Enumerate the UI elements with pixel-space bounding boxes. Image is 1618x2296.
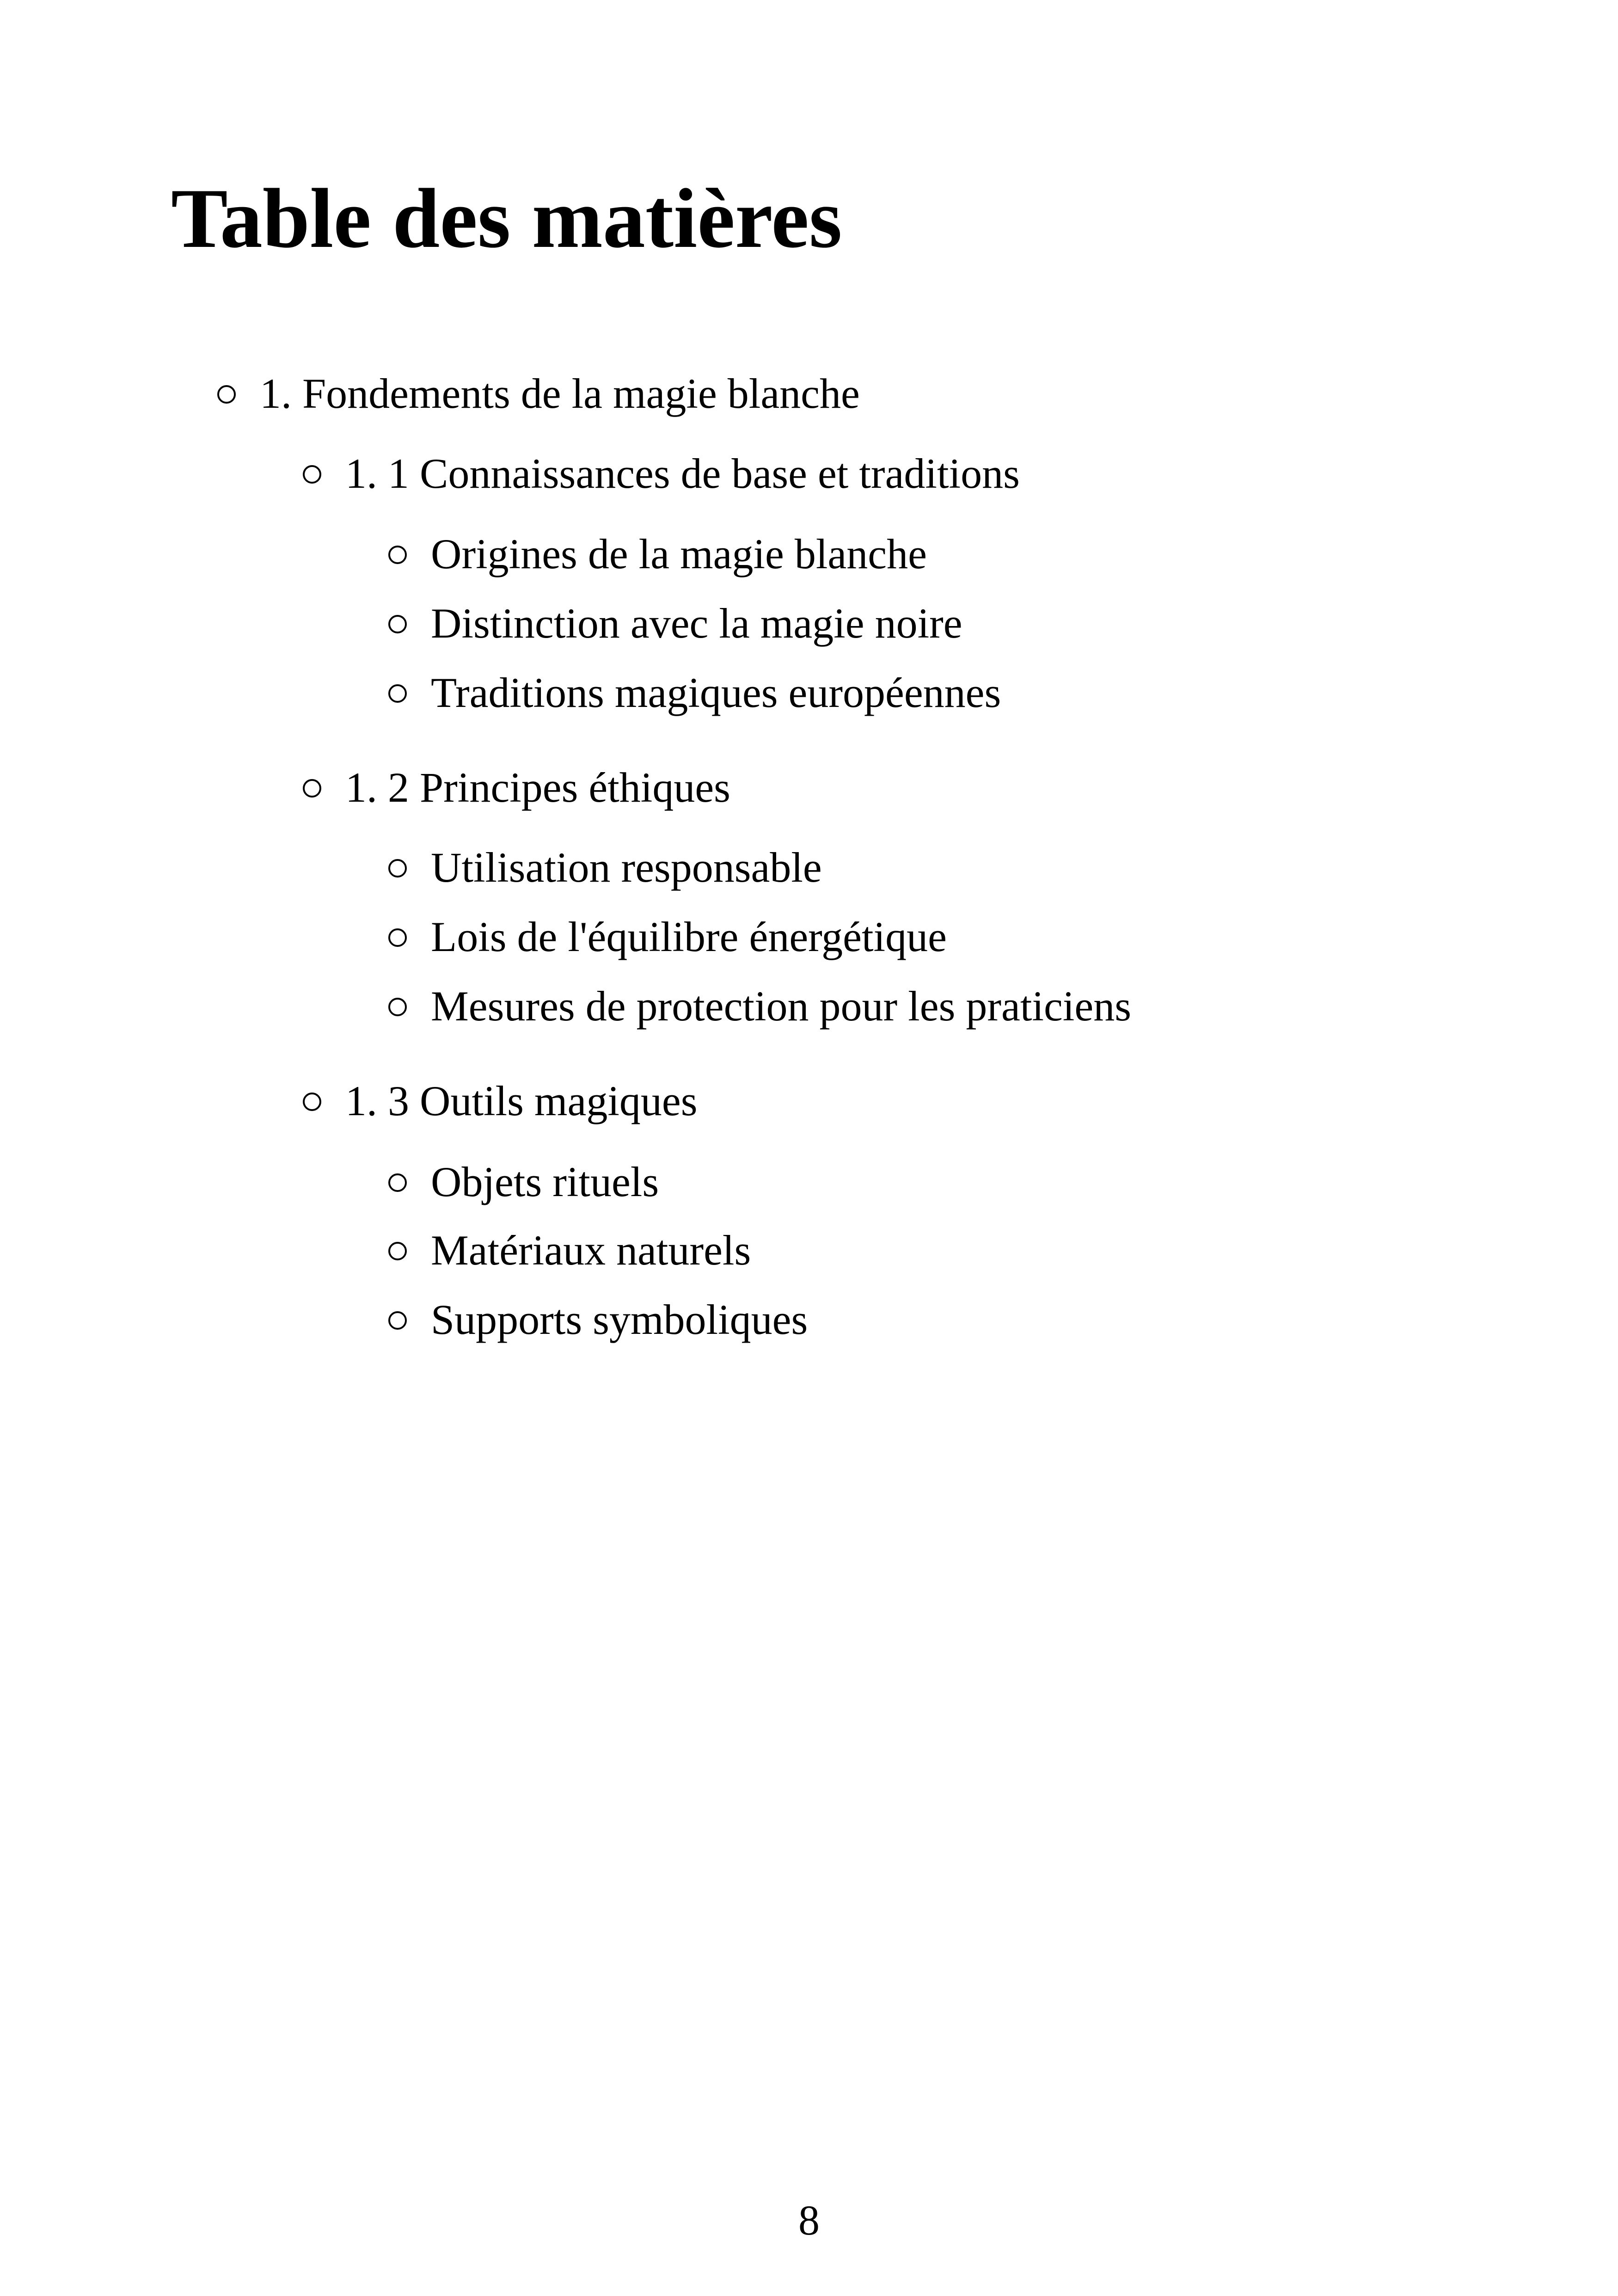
toc-item-label: Utilisation responsable xyxy=(431,844,822,891)
toc-item[interactable] xyxy=(388,915,947,958)
toc-subsection-1-1[interactable] xyxy=(303,452,1020,495)
circle-bullet-icon xyxy=(303,779,321,798)
toc-item-label: Matériaux naturels xyxy=(431,1227,751,1274)
toc-item-label: Objets rituels xyxy=(431,1158,659,1205)
page-number: 8 xyxy=(798,2197,820,2244)
toc-item[interactable] xyxy=(388,846,822,889)
toc-item-label: Lois de l'équilibre énergétique xyxy=(431,913,947,960)
circle-bullet-icon xyxy=(388,1242,407,1260)
toc-item-label: Traditions magiques européennes xyxy=(431,669,1001,716)
circle-bullet-icon xyxy=(217,385,236,404)
toc-section-1[interactable] xyxy=(217,372,860,415)
toc-subsection-label: 1. 2 Principes éthiques xyxy=(345,764,730,811)
toc-item[interactable] xyxy=(388,982,1131,1030)
toc-section-label: 1. Fondements de la magie blanche xyxy=(260,370,860,417)
circle-bullet-icon xyxy=(303,1093,321,1111)
toc-item[interactable] xyxy=(388,671,1001,714)
circle-bullet-icon xyxy=(388,615,407,633)
circle-bullet-icon xyxy=(303,465,321,484)
toc-subsection-1-3[interactable] xyxy=(303,1077,698,1124)
toc-item[interactable] xyxy=(388,602,962,645)
toc-item[interactable] xyxy=(388,530,927,577)
page-title: Table des matières xyxy=(171,171,842,265)
circle-bullet-icon xyxy=(388,998,407,1016)
circle-bullet-icon xyxy=(388,546,407,564)
toc-item[interactable] xyxy=(388,1227,751,1274)
toc-item-label: Distinction avec la magie noire xyxy=(431,600,962,647)
toc-item[interactable] xyxy=(388,1160,659,1203)
toc-item[interactable] xyxy=(388,1298,808,1341)
circle-bullet-icon xyxy=(388,1173,407,1192)
toc-item-label: Origines de la magie blanche xyxy=(431,530,927,577)
circle-bullet-icon xyxy=(388,928,407,947)
toc-item-label: Mesures de protection pour les praticiens xyxy=(431,982,1131,1030)
circle-bullet-icon xyxy=(388,859,407,878)
toc-subsection-1-2[interactable] xyxy=(303,766,730,809)
toc-subsection-label: 1. 3 Outils magiques xyxy=(345,1077,698,1124)
toc-subsection-label: 1. 1 Connaissances de base et traditions xyxy=(345,450,1020,497)
toc-item-label: Supports symboliques xyxy=(431,1296,808,1343)
circle-bullet-icon xyxy=(388,1311,407,1330)
circle-bullet-icon xyxy=(388,684,407,703)
